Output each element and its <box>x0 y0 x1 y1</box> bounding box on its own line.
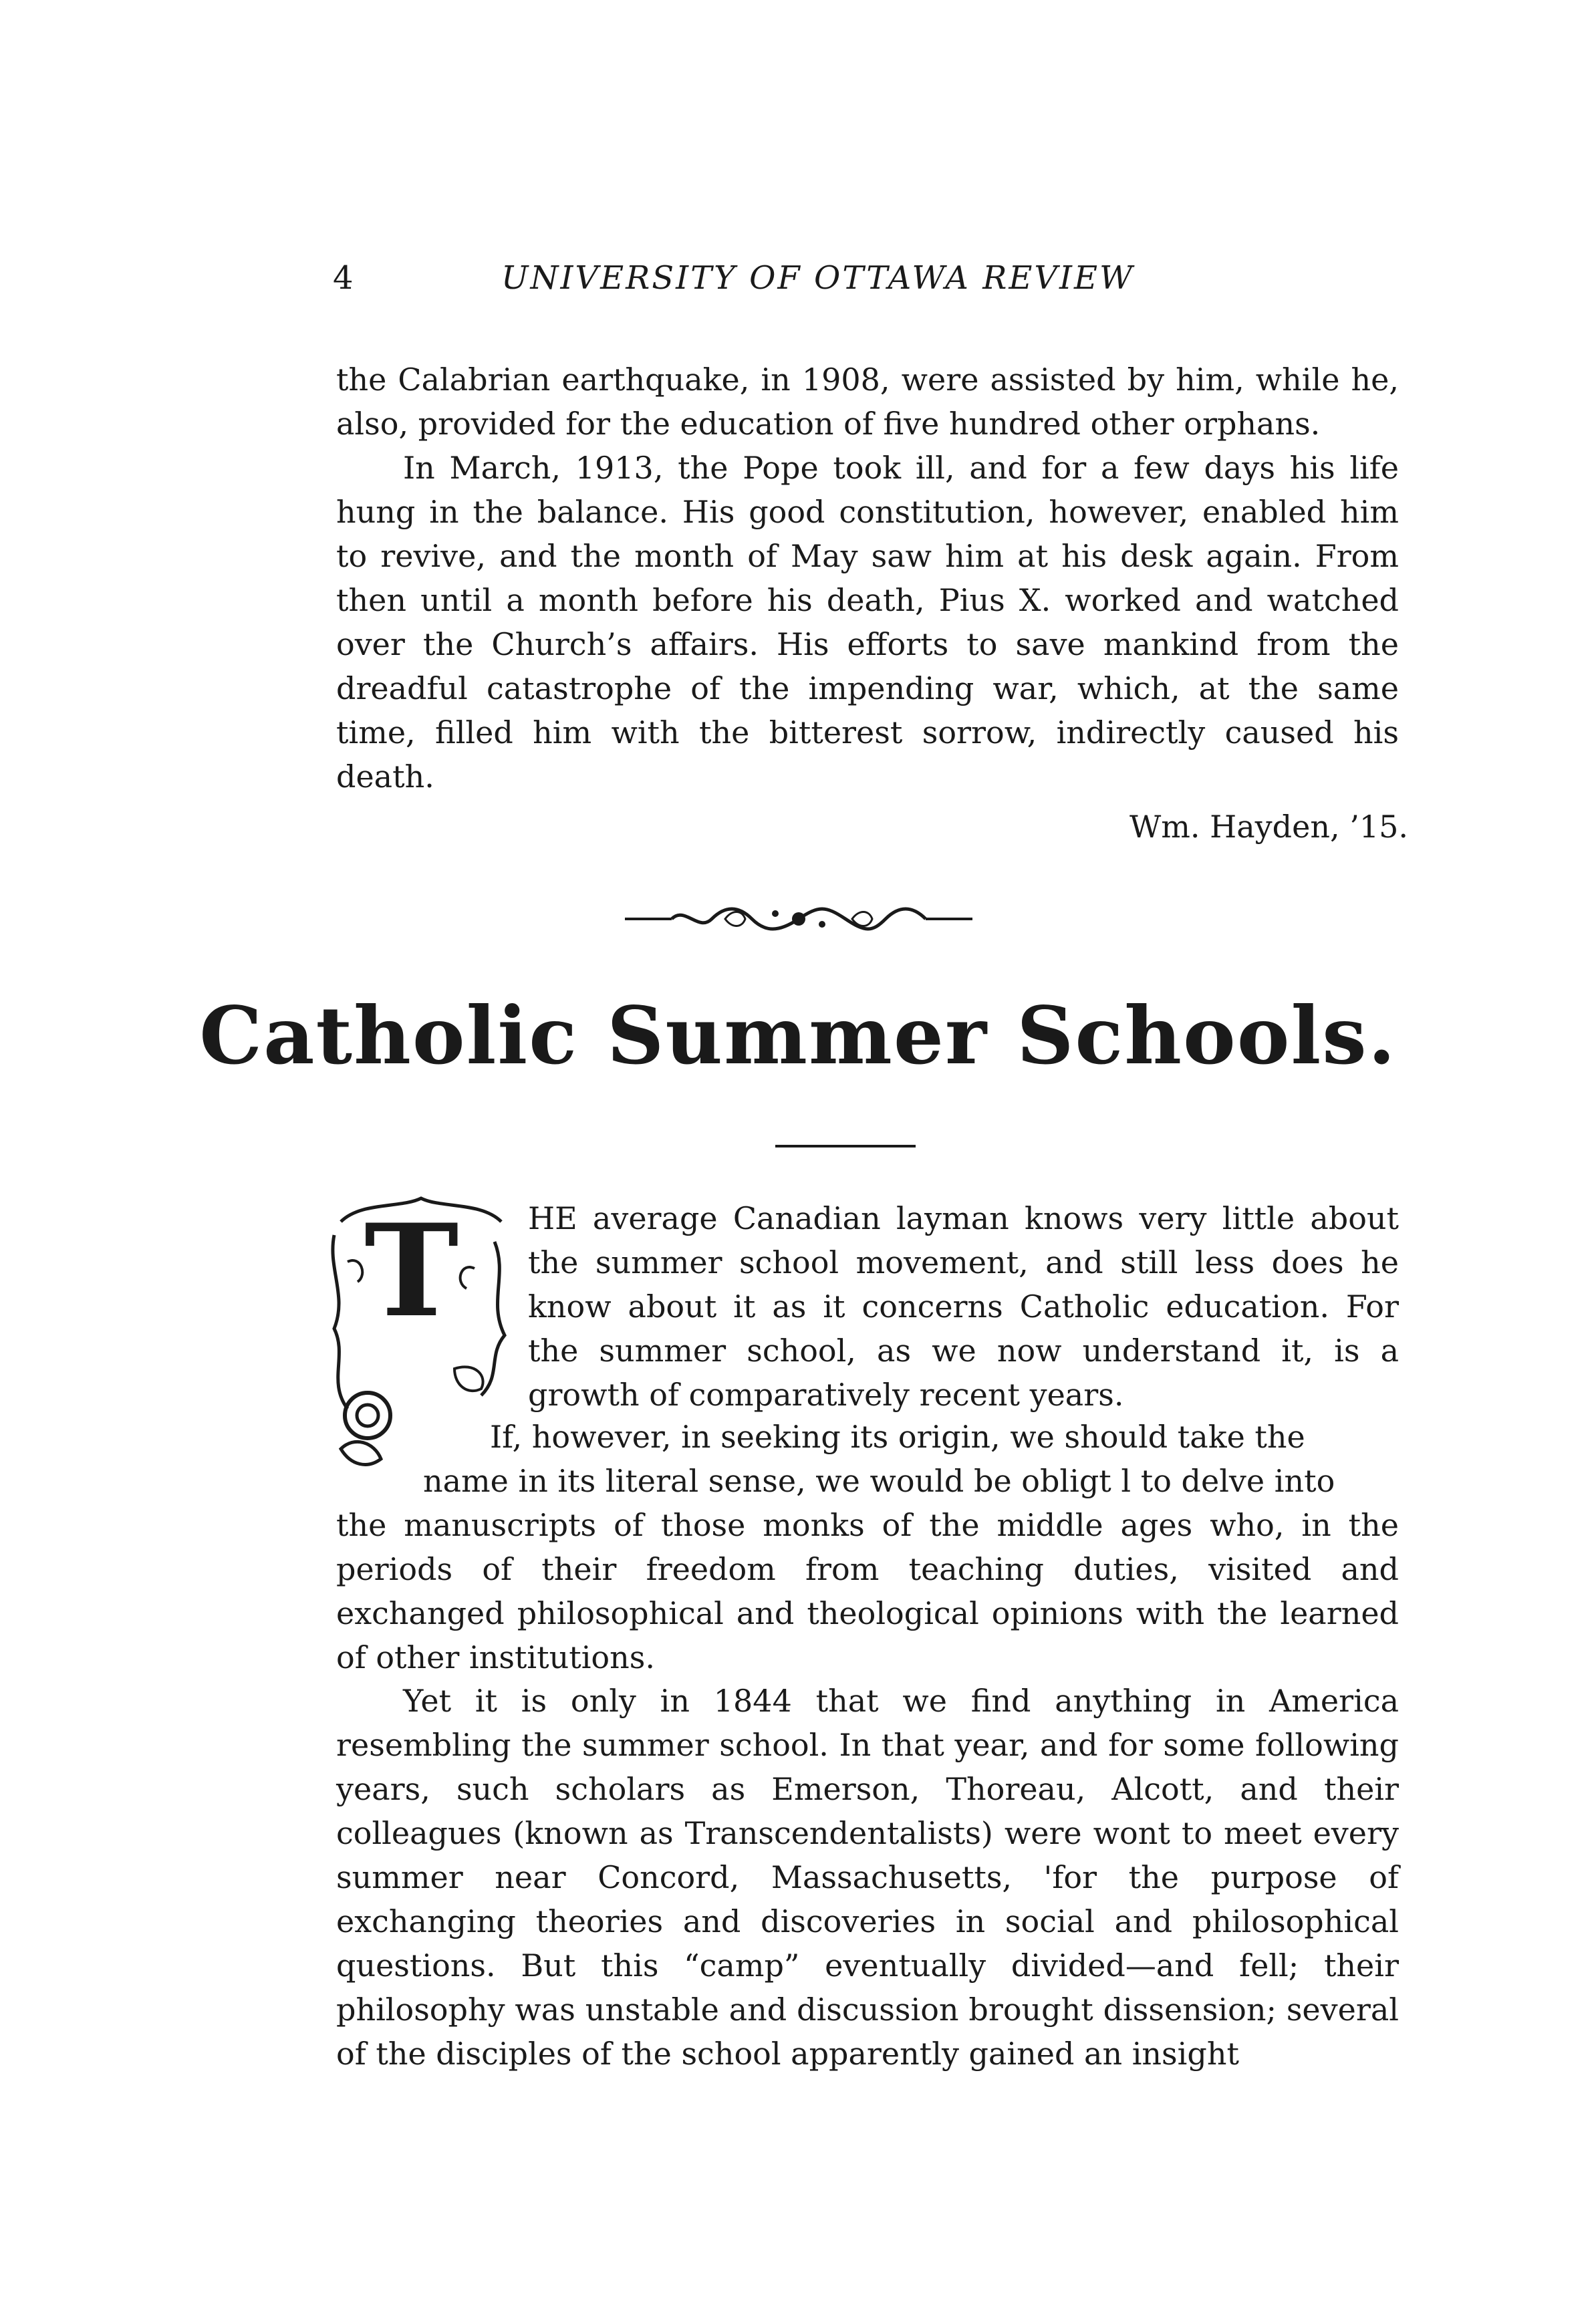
paragraph-line: If, however, in seeking its origin, we should take the <box>490 1419 1305 1455</box>
paragraph: In March, 1913, the Pope took ill, and for a few days his life hung in the balance. His good constitution, however, enabled him to revive, and the month of May saw him at his desk again. From then until a month before his death, Pius X. worked and watched over the Church’s affairs. His efforts to save mankind from the dreadful catastrophe of the impending war, which, at the same time, filled him with the bitterest sorrow, indirectly caused his death. <box>336 450 1399 795</box>
paragraph: Yet it is only in 1844 that we find anything in America resembling the summer school. In that year, and for some following years, such scholars as Emerson, Thoreau, Alcott, and their colleagues (known as Transcendentalists) were wont to meet every summer near Concord, Massachusetts, 'for the purpose of exchanging theories and discoveries in social and philosophical questions. But this “camp” eventually divided—and fell; their philosophy was unstable and discussion brought dissension; several of the disciples of the school apparently gained an insight <box>336 1683 1399 2072</box>
paragraph-text: the manuscripts of those monks of the middle ages who, in the periods of their freedom from teaching duties, visited and exchanged philosophical and theological opinions with the learned of other institutions. <box>336 1507 1399 1675</box>
paragraph: the Calabrian earthquake, in 1908, were assisted by him, while he, also, provided for the education of five hundred other orphans. <box>336 362 1399 442</box>
running-head: UNIVERSITY OF OTTAWA REVIEW <box>501 259 1135 297</box>
page-number: 4 <box>333 259 354 297</box>
paragraph <box>336 1415 1399 1679</box>
author-signature: Wm. Hayden, ’15. <box>1129 809 1408 845</box>
article-title: Catholic Summer Schools. <box>199 989 1397 1082</box>
title-rule <box>775 1145 916 1147</box>
decorative-divider-icon <box>625 899 972 939</box>
paragraph-line: name in its literal sense, we would be obligt l to delve into <box>423 1463 1335 1499</box>
drop-cap-letter: T <box>364 1196 459 1345</box>
paragraph: HE average Canadian layman knows very little about the summer school movement, and still less does he know about it as it concerns Catholic education. For the summer school, as we now understand it, is a growth of comparatively recent years. <box>528 1200 1399 1413</box>
